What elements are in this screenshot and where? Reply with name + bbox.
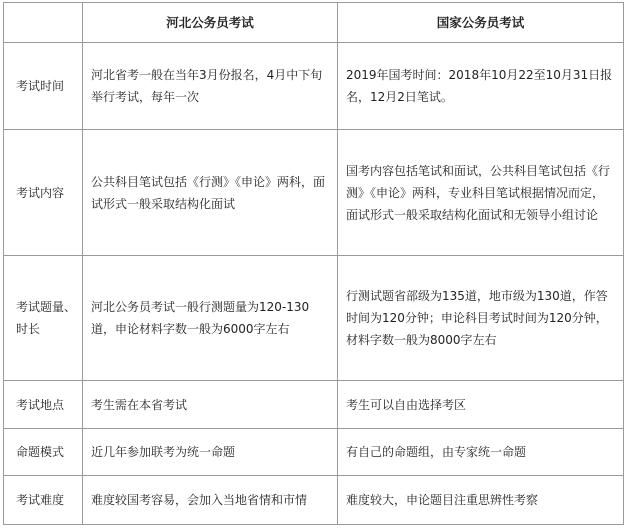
row-label-question-count-duration: 考试题量、时长 bbox=[4, 256, 83, 381]
cell-hebei-exam-difficulty bbox=[83, 476, 338, 525]
cell-hebei-question-mode bbox=[83, 429, 338, 476]
cell-text: 有自己的命题组，由专家统一命题 bbox=[346, 445, 527, 459]
row-label-exam-difficulty: 考试难度 bbox=[4, 476, 83, 525]
cell-hebei-question-count bbox=[83, 256, 338, 381]
cell-text: 河北公务员考试一般行测题量为120-130道，申论材料字数一般为6000字左右 bbox=[91, 300, 310, 336]
cell-text: 难度较大，申论题目注重思辨性考察 bbox=[346, 493, 539, 507]
cell-national-question-mode bbox=[338, 429, 624, 476]
cell-text: 行测试题省部级为135道，地市级为130道，作答时间为120分钟；申论科目考试时间为120分钟，材料字数一般为8000字左右 bbox=[346, 289, 608, 347]
header-national-exam: 国家公务员考试 bbox=[338, 3, 624, 43]
table-row-exam-time bbox=[4, 43, 624, 130]
table-row-question-mode bbox=[4, 429, 624, 476]
cell-text: 2019年国考时间：2018年10月22至10月31日报名，12月2日笔试。 bbox=[346, 68, 613, 104]
cell-text: 难度较国考容易，会加入当地省情和市情 bbox=[91, 493, 308, 507]
cell-national-exam-difficulty bbox=[338, 476, 624, 525]
row-label-exam-content: 考试内容 bbox=[4, 130, 83, 256]
cell-text: 考生需在本省考试 bbox=[91, 397, 188, 412]
cell-text: 国考内容包括笔试和面试，公共科目笔试包括《行测》《申论》两科，专业科目笔试根据情况而定，面试形式一般采取结构化面试和无领导小组讨论 bbox=[346, 163, 611, 222]
table-row-question-count-duration bbox=[4, 256, 624, 381]
header-hebei-exam: 河北公务员考试 bbox=[83, 3, 338, 43]
table-header-row bbox=[4, 3, 624, 43]
cell-national-exam-content bbox=[338, 130, 624, 256]
cell-text: 考生可以自由选择考区 bbox=[346, 397, 467, 412]
table-row-exam-content bbox=[4, 130, 624, 256]
table-row-exam-difficulty bbox=[4, 476, 624, 525]
comparison-table bbox=[3, 2, 624, 525]
comparison-table-container bbox=[3, 2, 623, 524]
cell-text: 近几年参加联考为统一命题 bbox=[91, 445, 236, 459]
cell-hebei-exam-location bbox=[83, 381, 338, 429]
row-label-question-mode: 命题模式 bbox=[4, 429, 83, 476]
cell-national-question-count bbox=[338, 256, 624, 381]
cell-hebei-exam-time bbox=[83, 43, 338, 130]
cell-national-exam-location bbox=[338, 381, 624, 429]
cell-text: 河北省考一般在当年3月份报名，4月中下旬举行考试，每年一次 bbox=[91, 68, 323, 104]
cell-national-exam-time bbox=[338, 43, 624, 130]
header-corner-cell bbox=[4, 3, 83, 43]
row-label-exam-location: 考试地点 bbox=[4, 381, 83, 429]
table-row-exam-location bbox=[4, 381, 624, 429]
cell-hebei-exam-content bbox=[83, 130, 338, 256]
cell-text: 公共科目笔试包括《行测》《申论》两科，面试形式一般采取结构化面试 bbox=[91, 174, 326, 211]
row-label-exam-time: 考试时间 bbox=[4, 43, 83, 130]
